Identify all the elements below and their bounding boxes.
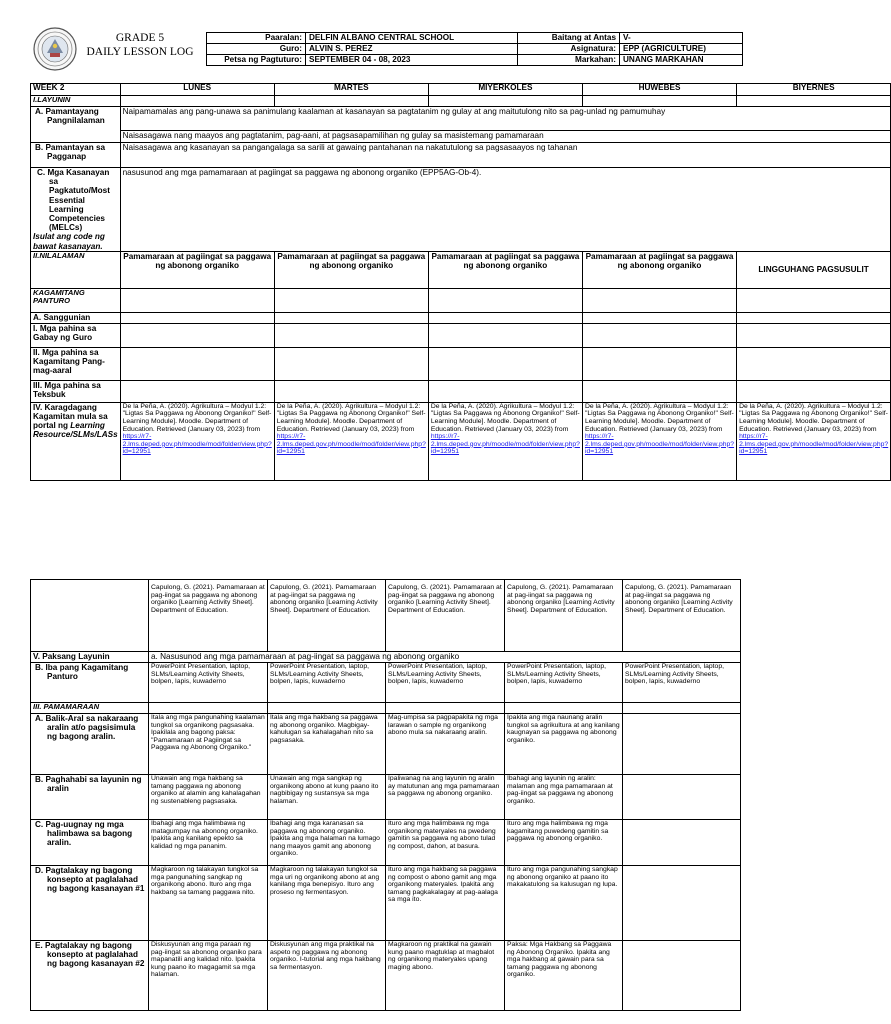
lesson-table-part1 xyxy=(30,83,891,481)
paghahabi-monday: Unawain ang mga hakbang sa tamang paggawa ng abonong organiko at alamin ang kahalagahan ng sustenableng pagsasaka. xyxy=(149,775,268,820)
pagtalakay-1-label: D. Pagtalakay ng bagong konsepto at paglalahad ng bagong kasanayan #1 xyxy=(31,866,149,941)
date-label: Petsa ng Pagtuturo: xyxy=(207,55,306,66)
balik-aral-monday: Itala ang mga pangunahing kaalaman tungkol sa organikong pagsasaka. Ipakilala ang bagong paksa: "Pamamaraan at Pagiingat sa Paggawa ng Abonong Organiko." xyxy=(149,714,268,775)
ref-link[interactable]: https://r7-2.lms.deped.gov.ph/moodle/mod/folder/view.php?id=12951 xyxy=(276,433,426,456)
teksbuk-row xyxy=(31,380,891,402)
materials-friday: PowerPoint Presentation, laptop, SLMs/Learning Activity Sheets, bolpen, lapis, kuwaderno xyxy=(623,663,741,703)
melc-label: C. Mga Kasanayan sa Pagkatuto/Most Essential Learning Competencies (MELCs) xyxy=(37,168,110,233)
pagtalakay-2-thursday: Paksa: Mga Hakbang sa Paggawa ng Abonong Organiko. Ipakita ang mga hakbang at gawain para sa tamang paggawa ng abonong organiko. xyxy=(505,941,623,1011)
pag-uugnay-label: C. Pag-uugnay ng mga halimbawa sa bagong aralin. xyxy=(31,820,149,866)
ref-text: De la Peña, A. (2020). Agrikultura – Modyul 1.2: "Ligtas Sa Paggawa ng Abonong Organiko!" Self-Learning Module]. Moodle. Department of Education. Retrieved (January 03, 2023) from xyxy=(430,402,580,433)
grade-level-label: Baitang at Antas xyxy=(518,33,620,44)
pagtalakay-2-wednesday: Magkaroon ng praktikal na gawain kung paano magtuklap at magbalot ng organikong materyales upang maging abono. xyxy=(386,941,505,1011)
gabay-label: I. Mga pahina sa Gabay ng Guro xyxy=(31,323,121,347)
capulong-ref-row xyxy=(31,580,741,652)
header-row xyxy=(207,33,743,44)
day-tuesday: MARTES xyxy=(274,84,428,96)
school-label: Paaralan: xyxy=(207,33,306,44)
ref-text: De la Peña, A. (2020). Agrikultura – Modyul 1.2: "Ligtas Sa Paggawa ng Abonong Organiko!" Self-Learning Module]. Moodle. Department of Education. Retrieved (January 03, 2023) from xyxy=(122,402,272,433)
materials-thursday: PowerPoint Presentation, laptop, SLMs/Learning Activity Sheets, bolpen, lapis, kuwaderno xyxy=(505,663,623,703)
ref-cell-tuesday xyxy=(274,402,428,480)
pamantayang-pangnilalaman-row xyxy=(31,107,891,131)
pag-uugnay-friday xyxy=(623,820,741,866)
ref-link[interactable]: https://r7-2.lms.deped.gov.ph/moodle/mod/folder/view.php?id=12951 xyxy=(739,433,889,456)
ref-cell-friday xyxy=(737,402,891,480)
subject-label: Asignatura: xyxy=(518,44,620,55)
nilalaman-row xyxy=(31,251,891,288)
subject-value: EPP (AGRICULTURE) xyxy=(620,44,743,55)
grade-title: GRADE 5 xyxy=(115,32,165,44)
melc-label-cell xyxy=(31,168,121,252)
topic-monday: Pamamaraan at pagiingat sa paggawa ng abonong organiko xyxy=(120,251,274,288)
teksbuk-label: III. Mga pahina sa Teksbuk xyxy=(31,380,121,402)
pagtalakay-1-row xyxy=(31,866,741,941)
pamamaraan-heading: III. PAMAMARAAN xyxy=(31,703,149,714)
paghahabi-thursday: Ibahagi ang layunin ng aralin: malaman ang mga pamamaraan at pag-iingat sa paggawa ng abonong organiko. xyxy=(505,775,623,820)
pag-uugnay-row xyxy=(31,820,741,866)
materials-tuesday: PowerPoint Presentation, laptop, SLMs/Learning Activity Sheets, bolpen, lapis, kuwaderno xyxy=(268,663,386,703)
iba-pang-kagamitang-row xyxy=(31,663,741,703)
log-title: DAILY LESSON LOG xyxy=(86,46,194,58)
ref-text: De la Peña, A. (2020). Agrikultura – Modyul 1.2: "Ligtas Sa Paggawa ng Abonong Organiko!" Self-Learning Module]. Moodle. Department of Education. Retrieved (January 03, 2023) from xyxy=(584,402,734,433)
quarter-value: UNANG MARKAHAN xyxy=(620,55,743,66)
week-label: WEEK 2 xyxy=(31,84,121,96)
topic-friday: LINGGUHANG PAGSUSULIT xyxy=(737,251,891,288)
iba-pang-kagamitang-label: B. Iba pang Kagamitang Panturo xyxy=(31,663,149,703)
dll-title xyxy=(78,31,202,59)
melc-row xyxy=(31,168,891,252)
balik-aral-friday xyxy=(623,714,741,775)
pagtalakay-2-tuesday: Diskusyunan ang mga praktikal na aspeto ng paggawa ng abonong organiko. I-tutorial ang mga hakbang sa fermentasyon. xyxy=(268,941,386,1011)
karagdagang-row xyxy=(31,402,891,480)
pangnilalaman-text-1: Naipamamalas ang pang-unawa sa panimulang kaalaman at kasanayan sa pagtatanim ng gulay at ang maitutulong nito sa pag-unlad ng pamumuhay xyxy=(120,107,891,131)
pagtalakay-1-tuesday: Magkaroon ng talakayan tungkol sa mga uri ng organikong abono at ang kanilang mga benepisyo. Ituro ang proseso ng fermentasyon. xyxy=(268,866,386,941)
paghahabi-label: B. Paghahabi sa layunin ng aralin xyxy=(31,775,149,820)
capulong-tuesday: Capulong, G. (2021). Pamamaraan at pag-iingat sa paggawa ng abonong organiko [Learning Activity Sheet]. Department of Education. xyxy=(268,580,386,652)
lesson-table-part2 xyxy=(30,579,741,1011)
karagdagang-label xyxy=(31,402,121,480)
pag-uugnay-thursday: Ituro ang mga halimbawa ng mga kagamitang puwedeng gamitin sa paggawa ng abonong organiko. xyxy=(505,820,623,866)
gabay-row xyxy=(31,323,891,347)
pagtalakay-2-friday xyxy=(623,941,741,1011)
pamantayan-pagganap-row xyxy=(31,143,891,168)
ref-cell-monday xyxy=(120,402,274,480)
pangnilalaman-text-2: Naisasagawa nang maayos ang pagtatanim, pag-aani, at pagsasapamilihan ng gulay sa masistemang pamamaraan xyxy=(120,131,891,143)
grade-level-value: V- xyxy=(620,33,743,44)
pamantayang-pangnilalaman-row-2 xyxy=(31,131,891,143)
header-info-table xyxy=(206,32,743,66)
capulong-thursday: Capulong, G. (2021). Pamamaraan at pag-iingat sa paggawa ng abonong organiko [Learning Activity Sheet]. Department of Education. xyxy=(505,580,623,652)
ref-text: De la Peña, A. (2020). Agrikultura – Modyul 1.2: "Ligtas Sa Paggawa ng Abonong Organiko!" Self-Learning Module]. Moodle. Department of Education. Retrieved (January 03, 2023) from xyxy=(276,402,426,433)
layunin-row xyxy=(31,96,891,107)
pagtalakay-1-friday xyxy=(623,866,741,941)
quarter-label: Markahan: xyxy=(518,55,620,66)
paghahabi-wednesday: Ipaliwanag na ang layunin ng aralin ay matutunan ang mga pamamaraan sa paggawa ng abonong organiko. xyxy=(386,775,505,820)
day-friday: BIYERNES xyxy=(737,84,891,96)
topic-wednesday: Pamamaraan at pagiingat sa paggawa ng abonong organiko xyxy=(428,251,582,288)
ref-cell-thursday xyxy=(582,402,736,480)
topic-tuesday: Pamamaraan at pagiingat sa paggawa ng abonong organiko xyxy=(274,251,428,288)
paksang-layunin-row xyxy=(31,652,741,663)
header-row xyxy=(207,44,743,55)
pagtalakay-2-label: E. Pagtalakay ng bagong konsepto at paglalahad ng bagong kasanayan #2 xyxy=(31,941,149,1011)
pagtalakay-1-monday: Magkaroon ng talakayan tungkol sa mga pangunahing sangkap ng organikong abono. Ituro ang mga hakbang sa tamang paggawa nito. xyxy=(149,866,268,941)
capulong-wednesday: Capulong, G. (2021). Pamamaraan at pag-iingat sa paggawa ng abonong organiko [Learning Activity Sheet]. Department of Education. xyxy=(386,580,505,652)
ref-link[interactable]: https://r7-2.lms.deped.gov.ph/moodle/mod/folder/view.php?id=12951 xyxy=(122,433,272,456)
pag-uugnay-monday: Ibahagi ang mga halimbawa ng matagumpay na abonong organiko. Ipakita ang kanilang epekto sa kalidad ng mga pananim. xyxy=(149,820,268,866)
sanggunian-label: A. Sanggunian xyxy=(31,312,121,323)
teacher-label: Guro: xyxy=(207,44,306,55)
capulong-friday: Capulong, G. (2021). Pamamaraan at pag-iingat sa paggawa ng abonong organiko [Learning Activity Sheet]. Department of Education. xyxy=(623,580,741,652)
balik-aral-label: A. Balik-Aral sa nakaraang aralin at/o pagsisimula ng bagong aralin. xyxy=(31,714,149,775)
balik-aral-row xyxy=(31,714,741,775)
paghahabi-tuesday: Unawain ang mga sangkap ng organikong abono at kung paano ito nagbibigay ng sustansya sa mga halaman. xyxy=(268,775,386,820)
melc-note: Isulat ang code ng bawat kasanayan. xyxy=(33,232,105,251)
materials-wednesday: PowerPoint Presentation, laptop, SLMs/Learning Activity Sheets, bolpen, lapis, kuwaderno xyxy=(386,663,505,703)
pamantayang-pangnilalaman-label: A. Pamantayang Pangnilalaman xyxy=(31,107,121,143)
pamantayan-pagganap-label: B. Pamantayan sa Pagganap xyxy=(31,143,121,168)
balik-aral-thursday: Ipakita ang mga naunang aralin tungkol sa agrikultura at ang kanilang kaugnayan sa paggawa ng abonong organiko. xyxy=(505,714,623,775)
pagtalakay-1-thursday: Ituro ang mga pangunahing sangkap ng abonong organiko at paano ito makakatulong sa kalusugan ng lupa. xyxy=(505,866,623,941)
pamamaraan-row xyxy=(31,703,741,714)
school-value: DELFIN ALBANO CENTRAL SCHOOL xyxy=(306,33,518,44)
kagamitang-row xyxy=(31,288,891,312)
header-row xyxy=(207,55,743,66)
melc-text: nasusunod ang mga pamamaraan at pagiingat sa paggawa ng abonong organiko (EPP5AG-Ob-4). xyxy=(120,168,891,252)
pagtalakay-1-wednesday: Ituro ang mga hakbang sa paggawa ng compost o abono gamit ang mga organikong materyales. Ipakita ang tamang pagkakalagay at pag-aalaga sa mga ito. xyxy=(386,866,505,941)
date-value: SEPTEMBER 04 - 08, 2023 xyxy=(306,55,518,66)
topic-thursday: Pamamaraan at pagiingat sa paggawa ng abonong organiko xyxy=(582,251,736,288)
ref-text: De la Peña, A. (2020). Agrikultura – Modyul 1.2: "Ligtas Sa Paggawa ng Abonong Organiko!" Self-Learning Module]. Moodle. Department of Education. Retrieved (January 03, 2023) from xyxy=(739,402,888,433)
day-wednesday: MIYERKOLES xyxy=(428,84,582,96)
karagdagang-label-text: IV. Karagdagang Kagamitan mula sa portal ng xyxy=(33,402,108,431)
day-monday: LUNES xyxy=(120,84,274,96)
ref-link[interactable]: https://r7-2.lms.deped.gov.ph/moodle/mod/folder/view.php?id=12951 xyxy=(430,433,580,456)
paksang-layunin-text: a. Nasusunod ang mga pamamaraan at pag-iingat sa paggawa ng abonong organiko xyxy=(149,652,741,663)
pagganap-text: Naisasagawa ang kasanayan sa pangangalaga sa sarili at gawaing pantahanan na nakatutulong sa pagsasaayos ng tahanan xyxy=(120,143,891,168)
balik-aral-tuesday: Itala ang mga hakbang sa paggawa ng abonong organiko. Magbigay-kahulugan sa kahalagahan nito sa pagsasaka. xyxy=(268,714,386,775)
kagamitang-pang-row xyxy=(31,347,891,380)
deped-seal-icon xyxy=(33,27,77,71)
pagtalakay-2-row xyxy=(31,941,741,1011)
day-header-row xyxy=(31,84,891,96)
ref-cell-wednesday xyxy=(428,402,582,480)
teacher-value: ALVIN S. PEREZ xyxy=(306,44,518,55)
paghahabi-row xyxy=(31,775,741,820)
karagdagang-label-italic: Learning Resource/SLMs/LASs xyxy=(33,421,118,440)
pag-uugnay-wednesday: Ituro ang mga halimbawa ng mga organikong materyales na pwedeng gamitin sa paggawa ng abono tulad ng compost, dahon, at basura. xyxy=(386,820,505,866)
nilalaman-heading: II.NILALAMAN xyxy=(31,251,121,288)
layunin-heading: I.LAYUNIN xyxy=(31,96,121,107)
kagamitang-pang-label: II. Mga pahina sa Kagamitang Pang-mag-aaral xyxy=(31,347,121,380)
pagtalakay-2-monday: Diskusyunan ang mga paraan ng pag-iingat sa abonong organiko para mapanatili ang kalidad nito. Ipakita kung paano ito magagamit sa mga halaman. xyxy=(149,941,268,1011)
ref-link[interactable]: https://r7-2.lms.deped.gov.ph/moodle/mod/folder/view.php?id=12951 xyxy=(584,433,735,456)
balik-aral-wednesday: Mag-umpisa sa pagpapakita ng mga larawan o sample ng organikong abono mula sa nakaraang aralin. xyxy=(386,714,505,775)
day-thursday: HUWEBES xyxy=(582,84,736,96)
kagamitang-heading: KAGAMITANG PANTURO xyxy=(31,288,121,312)
pag-uugnay-tuesday: Ibahagi ang mga karanasan sa paggawa ng abonong organiko. Ipakita ang mga halaman na lumago nang maayos gamit ang abonong organiko. xyxy=(268,820,386,866)
paksang-layunin-label: V. Paksang Layunin xyxy=(31,652,149,663)
paghahabi-friday xyxy=(623,775,741,820)
sanggunian-row xyxy=(31,312,891,323)
capulong-monday: Capulong, G. (2021). Pamamaraan at pag-iingat sa paggawa ng abonong organiko [Learning Activity Sheet]. Department of Education. xyxy=(149,580,268,652)
materials-monday: PowerPoint Presentation, laptop, SLMs/Learning Activity Sheets, bolpen, lapis, kuwaderno xyxy=(149,663,268,703)
